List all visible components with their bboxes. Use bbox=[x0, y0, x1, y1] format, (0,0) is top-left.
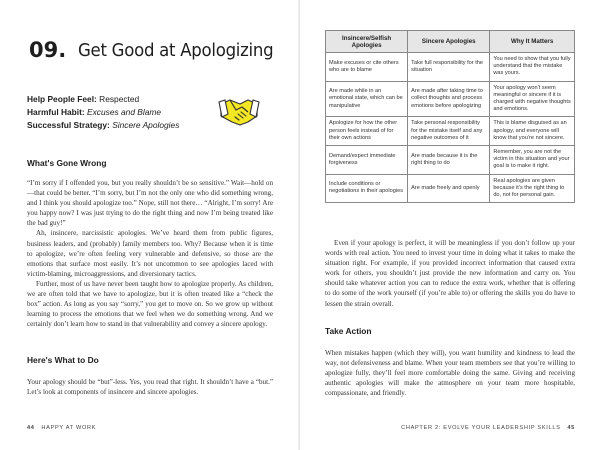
running-head: HAPPY AT WORK bbox=[41, 425, 97, 431]
info-harmful-habit bbox=[27, 107, 161, 117]
table-cell: Demand/expect immediate forgiveness bbox=[326, 146, 408, 175]
right-footer bbox=[401, 425, 575, 431]
column-header: Sincere Apologies bbox=[408, 31, 490, 53]
table-cell: Are made after taking time to collect thoughts and process emotions before apologizing bbox=[408, 81, 490, 117]
right-paragraph-1 bbox=[325, 238, 575, 309]
table-row bbox=[326, 174, 575, 203]
info-value: Excuses and Blame bbox=[87, 107, 162, 117]
info-value: Sincere Apologies bbox=[112, 120, 180, 130]
paragraph: Further, most of us have never been taught how to apologize properly. As children, we are often told that we have to apologize, but it is often treated like a “check the box” action. As long as you say “sorry,” you get to move on. So we grow up without learning to process the emotions that we feel when we do something wrong. And we certainly don’t learn how to stand in that vulnerability and convey a sincere apology. bbox=[27, 279, 273, 329]
table-cell: Make excuses or cite others who are to blame bbox=[326, 53, 408, 82]
table-cell: This is blame disguised as an apology, and everyone will know that you’re not sincere. bbox=[490, 117, 575, 146]
column-header: Insincere/Selfish Apologies bbox=[326, 31, 408, 53]
chapter-number-text: 09. bbox=[29, 38, 67, 62]
table-cell: Are made while in an emotional state, which can be manipulative bbox=[326, 81, 408, 117]
handshake-icon bbox=[218, 90, 260, 132]
page-number: 44 bbox=[27, 425, 35, 431]
info-label: Harmful Habit: bbox=[27, 107, 85, 117]
running-head: CHAPTER 2: EVOLVE YOUR LEADERSHIP SKILLS bbox=[401, 425, 561, 431]
table-row bbox=[326, 146, 575, 175]
right-paragraph-2 bbox=[325, 348, 575, 398]
section2-body bbox=[27, 377, 273, 397]
column-header: Why It Matters bbox=[490, 31, 575, 53]
right-page bbox=[300, 0, 600, 450]
table-cell: Take personal responsibility for the mistake itself and any negative outcomes of it bbox=[408, 117, 490, 146]
info-help-people-feel bbox=[27, 94, 139, 104]
table-cell: Take full responsibility for the situation bbox=[408, 53, 490, 82]
section-heading-take-action bbox=[325, 325, 377, 338]
paragraph: Even if your apology is perfect, it will be meaningless if you don’t follow up your words with real action. You need to invest your time in doing what it takes to make the situation right. For example, if you provided incorrect information that caused extra work for others, you shouldn’t just provide the new information and carry on. You should take whatever action you can to reduce the extra work, whether that is offering to do some of the work yourself (if you’re able to) or offering the skills you do have to lessen the strain overall. bbox=[325, 239, 575, 308]
heading-text: Take Action bbox=[325, 326, 372, 336]
page-number: 45 bbox=[567, 425, 575, 431]
heading-text: Here's What to Do bbox=[27, 355, 99, 365]
section-heading-heres-what-to-do bbox=[27, 354, 104, 367]
info-value: Respected bbox=[99, 94, 140, 104]
table-cell: Your apology won’t seem meaningful or sincere if it is charged with negative thoughts and emotions. bbox=[490, 81, 575, 117]
paragraph: Your apology should be “but”-less. Yes, you read that right. It shouldn’t have a “but.” Let’s look at components of insincere and sincere apologies. bbox=[27, 378, 273, 397]
apology-comparison-table bbox=[325, 30, 575, 203]
heading-text: What's Gone Wrong bbox=[27, 158, 107, 168]
chapter-title: Get Good at Apologizing bbox=[78, 40, 274, 61]
table-cell: Remember, you are not the victim in this situation and your goal is to make it right. bbox=[490, 146, 575, 175]
table-cell: Include conditions or negotiations in their apologies bbox=[326, 174, 408, 203]
table-row bbox=[326, 81, 575, 117]
chapter-number bbox=[27, 38, 68, 62]
info-successful-strategy bbox=[27, 120, 179, 130]
paragraph: Ah, insincere, narcissistic apologies. We’ve heard them from public figures, business leaders, and (probably) family members too. Why? Because when it is time to apologize, we’re often feeling very vulnerable and defensive, so those are the emotions that surface most easily. It’s not uncommon to see apologies laced with victim-blaming, microaggressions, and diversionary tactics. bbox=[27, 229, 273, 278]
table-cell: Are made freely and openly bbox=[408, 174, 490, 203]
table-cell: Are made because it is the right thing to do bbox=[408, 146, 490, 175]
table-header-row bbox=[326, 31, 575, 53]
table-cell: Real apologies are given because it’s the right thing to do, not for personal gain. bbox=[490, 174, 575, 203]
section1-body bbox=[27, 178, 273, 329]
table-cell: You need to show that you fully understand that the mistake was yours. bbox=[490, 53, 575, 82]
paragraph: “I’m sorry if I offended you, but you really shouldn’t be so sensitive.” Wait—hold on—that could be better. “I’m sorry, but I’m not the only one who did something wrong, and I think you should apologize too.” Nope, still not there… “Alright, I’m sorry! Are you happy now? I was just trying to do the right thing and now I’m being treated like the bad guy!” bbox=[27, 179, 273, 228]
paragraph: When mistakes happen (which they will), you want humility and kindness to lead the way, not defensiveness and blame. When your team members see that you’re willing to apologize fully, they’ll feel more comfortable doing the same. Giving and receiving authentic apologies will make the atmosphere on your team more hospitable, compassionate, and friendly. bbox=[325, 349, 575, 398]
section-heading-whats-gone-wrong bbox=[27, 157, 112, 170]
table-row bbox=[326, 117, 575, 146]
info-label: Help People Feel: bbox=[27, 94, 97, 104]
left-footer bbox=[27, 425, 96, 431]
info-label: Successful Strategy: bbox=[27, 120, 110, 130]
table-cell: Apologize for how the other person feels instead of for their own actions bbox=[326, 117, 408, 146]
table-row bbox=[326, 53, 575, 82]
